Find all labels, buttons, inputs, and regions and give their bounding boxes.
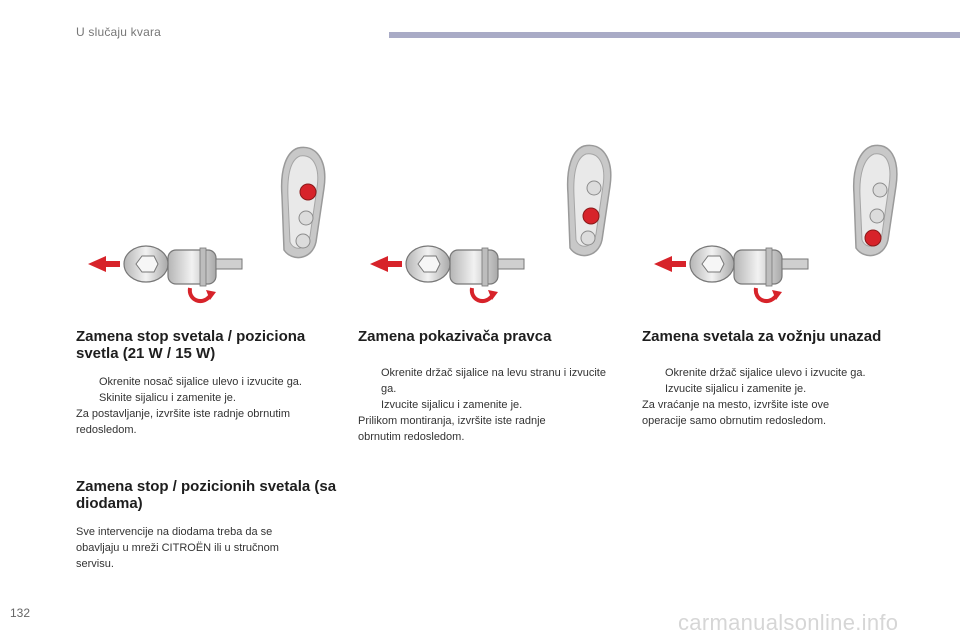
illustration-reverse-lamp — [642, 140, 902, 310]
section-title: Zamena pokazivača pravca — [358, 328, 552, 345]
list-item-text: Okrenite držač sijalice na levu stranu i izvucite ga. — [381, 367, 606, 395]
list-item-text: Izvucite sijalicu i zamenite je. — [665, 383, 807, 395]
bulb-holder-icon — [358, 140, 618, 310]
watermark: carmanualsonline.info — [678, 610, 899, 635]
section-led-lamps — [76, 478, 341, 572]
section-note: Prilikom montiranja, izvršite iste radnje obrnutim redosledom. — [358, 415, 546, 443]
section-note: Za vraćanje na mesto, izvršite iste ove operacije samo obrnutim redosledom. — [642, 399, 830, 427]
header-bar — [389, 32, 960, 38]
bulb-holder-icon — [642, 140, 902, 310]
list-item — [358, 397, 608, 413]
section-title: Zamena svetala za vožnju unazad — [642, 328, 882, 345]
instruction-list — [76, 374, 341, 406]
list-item-text: Okrenite držač sijalice ulevo i izvucite ga. — [665, 367, 866, 379]
section-stop-lamps — [76, 328, 341, 438]
section-note: Za postavljanje, izvršite iste radnje obrnutim redosledom. — [76, 408, 290, 436]
section-title: Zamena stop / pozicionih svetala (sa diodama) — [76, 478, 337, 512]
illustration-stop-lamp — [76, 140, 336, 310]
list-item — [642, 365, 922, 381]
section-title: Zamena stop svetala / poziciona svetla (21 W / 15 W) — [76, 328, 306, 362]
header-title: U slučaju kvara — [76, 25, 162, 39]
bulb-holder-icon — [76, 140, 336, 310]
illustration-indicator-lamp — [358, 140, 618, 310]
list-item — [358, 365, 608, 397]
section-indicators — [358, 328, 608, 445]
page-number: 132 — [10, 606, 31, 620]
list-item — [642, 381, 922, 397]
list-item — [76, 390, 341, 406]
list-item-text: Skinite sijalicu i zamenite je. — [99, 392, 236, 404]
instruction-list — [358, 365, 608, 413]
list-item — [76, 374, 341, 390]
section-reversing-lamps — [642, 328, 922, 429]
instruction-list — [642, 365, 922, 397]
list-item-text: Izvucite sijalicu i zamenite je. — [381, 399, 523, 411]
list-item-text: Okrenite nosač sijalice ulevo i izvucite ga. — [99, 376, 302, 388]
section-note: Sve intervencije na diodama treba da se obavljaju u mreži CITROËN ili u stručnom servisu. — [76, 526, 279, 570]
